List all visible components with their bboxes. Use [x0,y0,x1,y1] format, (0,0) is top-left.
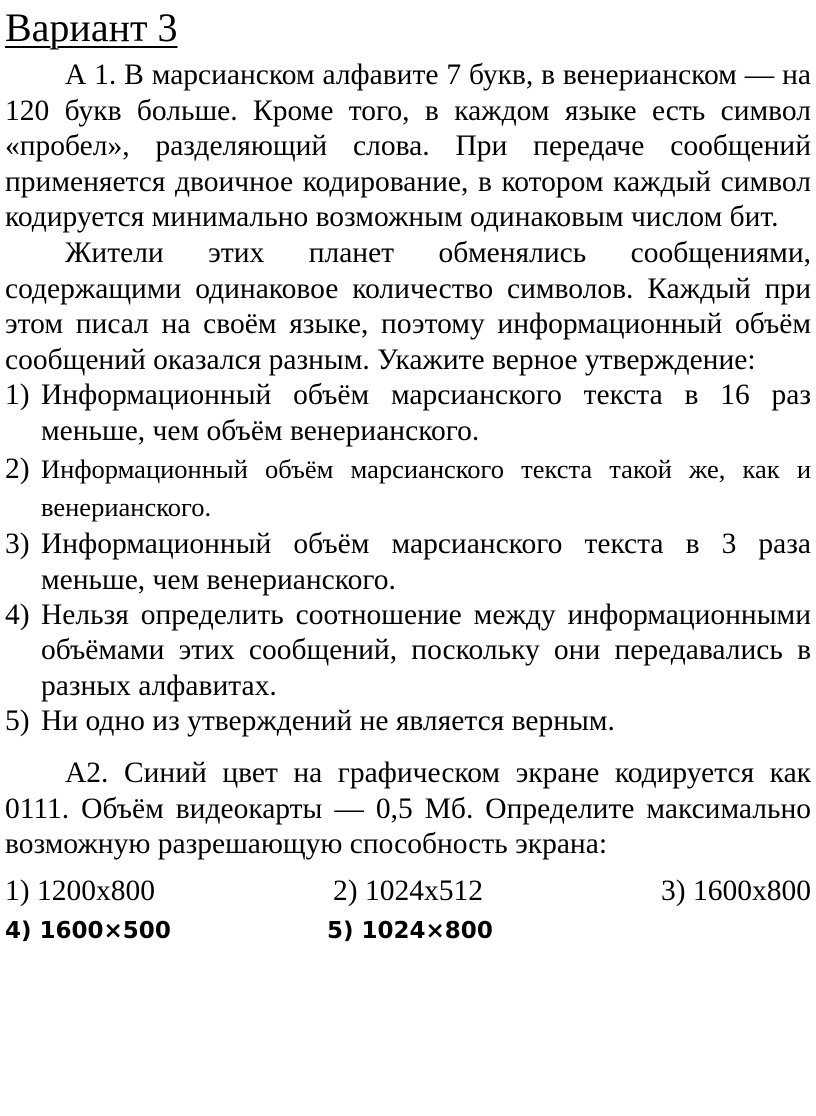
option-number: 2) [5,452,30,485]
option-text: Информационный объём марсианского текста в 16 раз меньше, чем объём венерианского. [41,379,811,447]
option-text: Нельзя определить соотношение между информационными объёмами этих сообщений, поскольку они передавались в разных алфавитах. [41,598,811,702]
a2-answer-5: 5) 1024×800 [327,917,493,944]
option-text: Информационный объём марсианского текста в 3 раза меньше, чем венерианского. [41,527,811,596]
a1-option-5 [5,704,811,740]
option-number: 3) [5,527,30,560]
option-text: Ни одно из утверждений не является верным. [41,705,615,738]
option-number: 4) [5,598,30,631]
option-text: Информационный объём марсианского текста такой же, как и венерианского. [41,453,811,522]
a1-option-4 [5,598,811,705]
a1-paragraph-1: А 1. В марсианском алфавите 7 букв, в венерианском — на 120 букв больше. Кроме того, в каждом языке есть символ «пробел», разделяющий слова. При передаче сообщений применяется двоичное кодирование, в котором каждый символ кодируется минимально возможным одинаковым числом бит. [5,59,811,234]
a2-answers-row-1 [5,871,811,911]
a1-paragraph-2: Жители этих планет обменялись сообщениями, содержащими одинаковое количество символов. Каждый при этом писал на своём языке, поэтому информационный объём сообщений оказался разным. Укажите верное утверждение: [5,236,811,376]
a1-option-3 [5,526,811,598]
a1-options-list [5,378,811,740]
a2-answer-3: 3) 1600х800 [661,874,811,907]
a2-paragraph: А2. Синий цвет на графическом экране кодируется как 0111. Объём видеокарты — 0,5 Мб. Определите максимально возможную разрешающую способность экрана: [5,756,811,861]
question-a2 [5,756,811,951]
option-number: 1) [5,379,30,412]
a2-answers-row-2 [5,911,811,951]
variant-title: Вариант 3 [5,5,178,50]
a2-answer-4: 4) 1600×500 [5,917,171,944]
a2-answer-1: 1) 1200х800 [5,874,155,907]
section-spacer [5,740,811,756]
answers-spacer [5,863,811,871]
option-number: 5) [5,705,30,738]
question-a1 [5,58,811,740]
a2-answer-2: 2) 1024х512 [333,874,483,907]
a1-option-2 [5,450,811,526]
a1-option-1 [5,378,811,449]
document-page [5,4,811,951]
